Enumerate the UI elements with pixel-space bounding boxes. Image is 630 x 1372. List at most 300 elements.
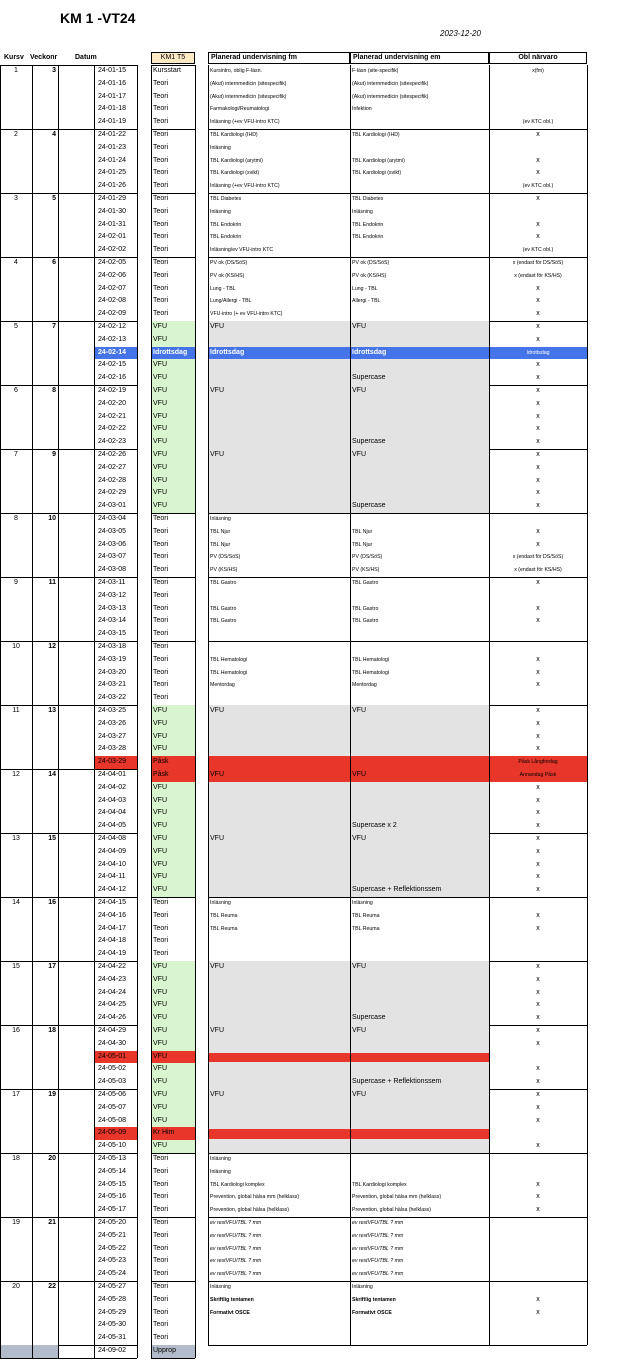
header-veckonr: Veckonr [30,54,58,61]
obl-cell: x [536,886,540,894]
date-cell: 24-05-27 [98,1283,127,1290]
obl-cell: x [536,822,540,830]
date-cell: 24-05-21 [98,1231,127,1239]
obl-cell: x [536,963,540,970]
fm-cell: Inläsning [210,900,231,906]
date-cell: 24-04-24 [98,988,127,996]
obl-cell: x [536,1039,540,1047]
fm-cell: (Akut) internmedicin (sitespecifik) [210,93,287,100]
fm-cell [210,859,348,872]
fm-cell [210,743,348,756]
obl-cell: x [536,438,540,446]
header-obl: Obl närvaro [489,52,587,64]
fm-cell [210,795,348,808]
date-cell: 24-01-22 [98,131,127,138]
em-cell [352,398,487,411]
obl-cell: x (endast för DS/SöS) [512,260,564,266]
type-cell: Teori [153,92,169,100]
obl-cell [489,1217,587,1230]
obl-cell: x [536,169,540,177]
type-cell: Teori [153,220,169,228]
em-cell [352,1127,487,1140]
em-cell: ev restVFU/TBL ? mm [352,1271,404,1278]
column-line [350,65,351,1345]
date-cell: 24-02-27 [98,463,127,471]
em-cell [352,1140,487,1153]
page-title: KM 1 -VT24 [60,10,136,26]
type-cell: VFU [153,399,167,407]
fm-cell [210,500,348,513]
fm-cell: TBL Endokrin [210,221,242,228]
type-cell: Teori [153,1180,169,1188]
veckonr-cell: 10 [48,515,56,522]
em-cell [352,142,487,155]
fm-cell: Idrottsdag [210,348,245,356]
obl-cell: x [536,387,540,394]
fm-cell: TBL Gastro [210,605,237,612]
em-cell: Supercase + Reflektionssem [352,886,442,894]
type-cell: Teori [153,668,169,676]
date-cell: 24-04-16 [98,911,127,919]
kursv-cell: 5 [14,323,18,330]
document-date: 2023-12-20 [440,29,481,38]
em-cell: TBL Kardiologi (arytmi) [352,157,405,164]
date-cell: 24-04-01 [98,771,127,778]
fm-cell: Inläsning [210,516,231,522]
obl-cell: x [536,540,540,548]
fm-cell: VFU [210,387,224,394]
obl-cell: x [536,617,540,625]
type-cell: VFU [153,796,167,804]
date-cell: 24-03-28 [98,745,127,753]
date-cell: 24-04-04 [98,809,127,817]
fm-cell [210,411,348,424]
em-cell [352,871,487,884]
type-cell: Teori [153,924,169,932]
fm-cell: Prevention, global hälsa (helklass) [210,1207,290,1214]
em-cell: VFU [352,1091,366,1098]
veckonr-cell: 8 [52,387,56,394]
date-cell: 24-01-17 [98,92,127,100]
type-cell: VFU [153,451,167,458]
em-cell: VFU [352,835,366,842]
type-cell: Teori [153,937,169,945]
em-cell: VFU [352,707,366,714]
kursv-cell: 6 [14,387,18,394]
veckonr-cell: 11 [48,579,56,586]
em-cell [352,807,487,820]
date-cell: 24-04-09 [98,847,127,855]
fm-cell [210,372,348,385]
type-cell: VFU [153,1142,167,1150]
em-cell [352,795,487,808]
fm-cell: VFU [210,707,224,714]
fm-cell [210,846,348,859]
em-cell [352,590,487,603]
em-cell: TBL Njur [352,541,373,548]
table-bottom-line [0,1358,137,1359]
obl-cell: x [536,399,540,407]
date-cell: 24-05-28 [98,1295,127,1303]
type-cell: Teori [153,182,169,190]
obl-cell: x [536,1206,540,1214]
obl-cell: (ev KTC obl.) [522,183,554,190]
em-cell [352,859,487,872]
em-cell: Prevention, global hälsa (helklass) [352,1207,432,1214]
date-cell: 24-05-29 [98,1308,127,1316]
obl-cell [489,206,587,219]
obl-cell [489,628,587,641]
date-cell: 24-05-13 [98,1155,127,1162]
date-cell: 24-02-06 [98,271,127,279]
em-cell: TBL Gastro [352,618,379,625]
date-cell: 24-03-15 [98,630,127,638]
type-cell: VFU [153,1001,167,1009]
obl-cell: x (endast för KS/HS) [514,567,562,574]
em-cell: Inläsning [352,1284,373,1290]
date-cell: 24-05-15 [98,1180,127,1188]
kursv-cell: 8 [14,515,18,522]
em-cell [352,1115,487,1128]
em-cell [352,1166,487,1179]
table-bottom-line [151,1358,195,1359]
em-cell [352,731,487,744]
em-cell [352,846,487,859]
obl-cell: x [536,655,540,663]
date-cell: 24-04-25 [98,1001,127,1009]
date-cell: 24-05-09 [98,1129,127,1137]
date-cell: 24-05-24 [98,1270,127,1278]
type-cell: Teori [153,553,169,561]
obl-cell [489,103,587,116]
date-cell: 24-05-31 [98,1334,127,1342]
obl-cell: x [536,1116,540,1124]
em-cell [352,411,487,424]
type-cell: Kursstart [153,67,182,74]
date-cell: 24-05-30 [98,1321,127,1329]
em-cell: PV (DS/SöS) [352,554,383,561]
date-cell: 24-05-22 [98,1244,127,1252]
date-cell: 24-02-02 [98,246,127,254]
date-cell: 24-02-20 [98,399,127,407]
obl-cell: x [536,668,540,676]
fm-cell: TBL Gastro [210,580,237,586]
fm-cell: TBL Hematologi [210,669,248,676]
em-cell: Prevention, global hälsa mm (helklass) [352,1194,442,1201]
veckonr-cell: 5 [52,195,56,202]
type-cell: Teori [153,105,169,113]
obl-cell: x [536,1193,540,1201]
date-cell: 24-04-12 [98,886,127,894]
type-cell: VFU [153,361,167,369]
em-cell: Lung - TBL [352,285,378,292]
date-cell: 24-02-14 [98,348,127,356]
type-cell: Teori [153,1167,169,1175]
type-cell: VFU [153,387,167,394]
em-cell: PV ok (KS/HS) [352,272,387,279]
type-cell: Teori [153,233,169,241]
em-cell: (Akut) internmedicin (sitespecifik) [352,80,429,87]
fm-cell [210,1012,348,1025]
fm-cell [210,935,348,948]
date-cell: 24-03-06 [98,540,127,548]
fm-cell [210,782,348,795]
fm-cell: TBL Hematologi [210,656,248,663]
obl-cell: x [536,1065,540,1073]
obl-cell: x [536,745,540,753]
date-cell: 24-05-07 [98,1103,127,1111]
type-cell: Teori [153,1244,169,1252]
fm-cell: TBL Endokrin [210,234,242,241]
type-cell: Teori [153,156,169,164]
fm-cell [210,590,348,603]
fm-cell: Mentordag [210,682,235,689]
em-cell: TBL Njur [352,528,373,535]
obl-cell: x [536,873,540,881]
date-cell: 24-03-12 [98,591,127,599]
obl-cell: x [536,847,540,855]
date-cell: 24-01-19 [98,118,127,126]
date-cell: 24-03-22 [98,694,127,702]
type-cell: VFU [153,1091,167,1098]
em-cell: TBL Reuma [352,912,380,919]
fm-cell [210,718,348,731]
obl-cell [489,1332,587,1345]
obl-cell: x [536,1078,540,1086]
fm-cell: Inläsning (+ev VFU-intro KTC) [210,183,280,190]
type-cell: VFU [153,1039,167,1047]
fm-cell: Inläsning [210,144,231,151]
obl-cell: x [536,860,540,868]
em-cell [352,1332,487,1345]
fm-cell [210,1051,348,1064]
em-cell: TBL Kardiologi (IHD) [352,132,400,138]
date-cell: 24-04-10 [98,860,127,868]
type-cell: Teori [153,617,169,625]
veckonr-cell: 9 [52,451,56,458]
type-cell: Teori [153,1334,169,1342]
type-cell: Idrottsdag [153,348,188,356]
date-cell: 24-04-19 [98,950,127,958]
type-cell: Teori [153,604,169,612]
date-cell: 24-04-08 [98,835,127,842]
type-cell: VFU [153,732,167,740]
type-cell: Kr Him [153,1129,175,1137]
kursv-cell: 15 [12,963,20,970]
kursv-cell: 18 [12,1155,20,1162]
obl-cell: (ev KTC obl.) [522,247,554,254]
type-cell: Teori [153,246,169,254]
em-cell: Allergi - TBL [352,298,381,305]
last-row-fill [0,1345,58,1358]
date-cell: 24-04-11 [98,873,126,881]
type-cell: Påsk [153,758,169,766]
type-cell: VFU [153,745,167,753]
date-cell: 24-05-16 [98,1193,127,1201]
date-cell: 24-05-08 [98,1116,127,1124]
kursv-cell: 13 [12,835,20,842]
type-cell: VFU [153,438,167,446]
em-cell: TBL Hematologi [352,656,390,663]
fm-cell: TBL Njur [210,528,231,535]
date-cell: 24-03-21 [98,681,127,689]
date-cell: 24-02-05 [98,259,127,266]
fm-cell: TBL Kardiologi komplex [210,1181,265,1188]
em-cell: VFU [352,1027,366,1034]
date-cell: 24-01-18 [98,105,127,113]
type-cell: VFU [153,963,167,970]
column-line [489,65,490,1345]
em-cell: VFU [352,323,366,330]
date-cell: 24-04-26 [98,1014,127,1022]
date-cell: 24-04-03 [98,796,127,804]
column-line [208,65,209,1345]
obl-cell: x [536,374,540,382]
type-cell: Teori [153,271,169,279]
em-cell [352,1038,487,1051]
em-cell [352,359,487,372]
fm-cell: VFU [210,323,224,330]
type-cell: Teori [153,694,169,702]
type-cell: VFU [153,835,167,842]
em-cell [352,743,487,756]
date-cell: 24-01-24 [98,156,127,164]
em-cell [352,1102,487,1115]
type-cell: VFU [153,335,167,343]
column-line [58,65,59,1358]
type-cell: Teori [153,1270,169,1278]
date-cell: 24-02-08 [98,297,127,305]
fm-cell [210,731,348,744]
type-cell: Teori [153,310,169,318]
fm-cell: Inläsning [210,1284,231,1290]
header-datum: Datum [75,54,97,61]
em-cell: ev restVFU/TBL ? mm [352,1220,404,1226]
column-line [32,65,33,1358]
type-cell: Teori [153,1308,169,1316]
fm-cell [210,359,348,372]
veckonr-cell: 19 [48,1091,56,1098]
date-cell: 24-03-07 [98,553,127,561]
fm-cell [210,398,348,411]
obl-cell: x [536,1308,540,1316]
em-cell [352,692,487,705]
fm-cell: TBL Gastro [210,618,237,625]
obl-cell: x [536,412,540,420]
obl-cell [489,1243,587,1256]
type-cell: Teori [153,911,169,919]
fm-cell [210,1140,348,1153]
type-cell: Teori [153,899,169,906]
type-cell: VFU [153,1116,167,1124]
date-cell: 24-05-01 [98,1052,127,1060]
obl-cell: x [536,156,540,164]
fm-cell [210,692,348,705]
date-cell: 24-03-11 [98,579,126,586]
fm-cell [210,1076,348,1089]
fm-cell: Inläsning (+ev VFU-intro KTC) [210,119,280,126]
em-cell: PV (KS/HS) [352,567,380,574]
type-cell: VFU [153,1014,167,1022]
obl-cell [489,692,587,705]
type-cell: VFU [153,502,167,510]
date-cell: 24-02-09 [98,310,127,318]
em-cell: Mentordag [352,682,377,689]
obl-cell: x [536,988,540,996]
type-cell: VFU [153,886,167,894]
fm-cell: TBL Kardiologi (IHD) [210,132,258,138]
kursv-cell: 4 [14,259,18,266]
type-cell: Upprop [153,1347,176,1354]
date-cell: 24-02-15 [98,361,127,369]
obl-cell [489,513,587,526]
em-cell: Infektion [352,106,372,113]
type-cell: Teori [153,591,169,599]
fm-cell: TBL Reuma [210,925,238,932]
em-cell: TBL Kardiologi komplex [352,1181,407,1188]
date-cell: 24-01-31 [98,220,127,228]
fm-cell: Prevention, global hälsa mm (helklass) [210,1194,300,1201]
fm-cell: TBL Diabetes [210,196,242,202]
fm-cell: Kursintro, oblig F-läsn. [210,68,262,74]
veckonr-cell: 12 [48,643,56,650]
kursv-cell: 14 [12,899,20,906]
date-cell: 24-03-01 [98,502,127,510]
em-cell: Supercase x 2 [352,822,397,830]
date-cell: 24-01-30 [98,207,127,215]
obl-cell: x [536,310,540,318]
fm-cell: TBL Kardiologi (svikt) [210,170,260,177]
header-fm: Planerad undervisning fm [208,52,350,64]
obl-cell: x [536,451,540,458]
em-cell [352,1051,487,1064]
type-cell: Teori [153,79,169,87]
fm-cell: VFU [210,963,224,970]
kursv-cell: 7 [14,451,18,458]
obl-cell: x [536,284,540,292]
obl-cell: x [536,1027,540,1034]
obl-cell: x [536,809,540,817]
fm-cell [210,820,348,833]
obl-cell: x [536,783,540,791]
obl-cell: x [536,604,540,612]
fm-cell [210,1115,348,1128]
kursv-cell: 3 [14,195,18,202]
date-cell: 24-01-23 [98,143,127,151]
em-cell: TBL Endokrin [352,234,384,241]
type-cell: VFU [153,847,167,855]
obl-cell: x [536,707,540,714]
date-cell: 24-03-14 [98,617,127,625]
em-cell: F-läsn (site-specifik) [352,68,399,74]
fm-cell: PV (DS/SöS) [210,554,241,561]
fm-cell [210,999,348,1012]
header-em: Planerad undervisning em [350,52,489,64]
veckonr-cell: 3 [52,67,56,74]
obl-cell: Annandag Påsk [519,772,557,778]
em-cell: ev restVFU/TBL ? mm [352,1245,404,1252]
veckonr-cell: 20 [48,1155,56,1162]
fm-cell: TBL Kardiologi (arytmi) [210,157,263,164]
type-cell: VFU [153,1065,167,1073]
date-cell: 24-03-18 [98,643,127,650]
date-cell: 24-02-28 [98,476,127,484]
obl-cell: x [536,579,540,586]
obl-cell [489,641,587,654]
type-cell: Teori [153,284,169,292]
fm-cell: ev restVFU/TBL ? mm [210,1245,262,1252]
date-cell: 24-01-15 [98,67,127,74]
